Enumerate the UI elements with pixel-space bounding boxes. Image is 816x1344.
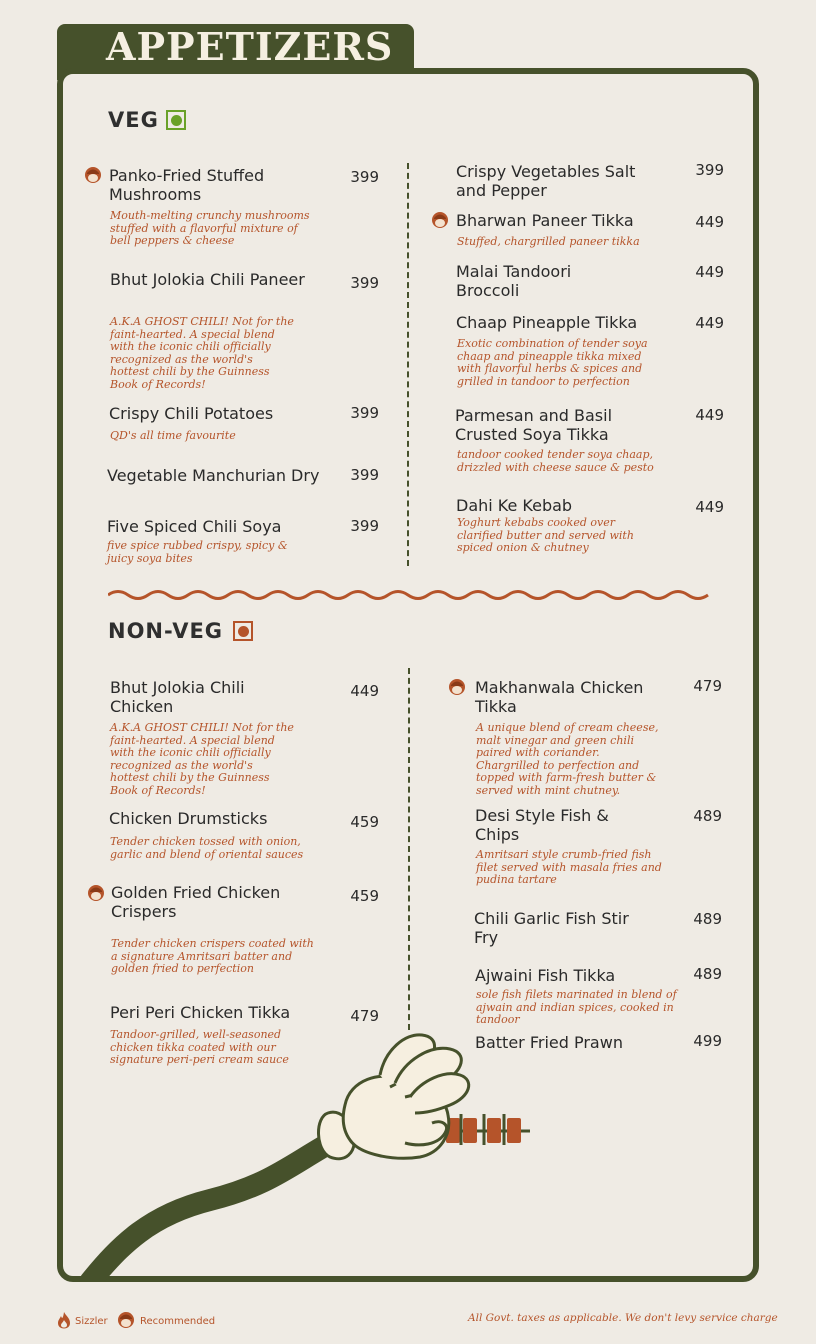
nonveg-section-title: NON-VEG [108, 619, 224, 643]
veg-item-price: 399 [350, 404, 379, 422]
footer-tax-note: All Govt. taxes as applicable. We don't levy service charge [468, 1312, 778, 1324]
sizzler-flame-icon [57, 1311, 71, 1329]
veg-item-desc: five spice rubbed crispy, spicy & juicy soya bites [107, 539, 288, 565]
nonveg-item-desc: Tender chicken crispers coated with a signature Amritsari batter and golden fried to perfection [111, 937, 314, 976]
nonveg-item-price: 489 [693, 965, 722, 983]
veg-item-name: Bhut Jolokia Chili Paneer [110, 270, 305, 289]
veg-item-desc: A.K.A GHOST CHILI! Not for the faint-hearted. A special blend with the iconic chili officially recognized as the world's hottest chili by the Guinness Book of Records! [110, 315, 294, 391]
hand-skewer-illustration [60, 1025, 540, 1282]
veg-item-price: 399 [350, 274, 379, 292]
nonveg-item-name: Makhanwala Chicken Tikka [475, 678, 644, 716]
nonveg-item-name: Ajwaini Fish Tikka [475, 966, 616, 985]
nonveg-item-desc: Tandoor-grilled, well-seasoned chicken tikka coated with our signature peri-peri cream sauce [110, 1028, 289, 1067]
wavy-divider [108, 584, 710, 606]
veg-item-desc: Stuffed, chargrilled paneer tikka [457, 235, 640, 248]
veg-item-desc: QD's all time favourite [110, 429, 236, 442]
legend-recommended-label: Recommended [140, 1316, 216, 1327]
veg-section-title: VEG [108, 108, 159, 132]
veg-item-name: Parmesan and Basil Crusted Soya Tikka [455, 406, 613, 444]
veg-item-price: 449 [695, 314, 724, 332]
veg-item-name: Chaap Pineapple Tikka [456, 313, 638, 332]
nonveg-item-desc: Amritsari style crumb-fried fish filet served with masala fries and pudina tartare [476, 848, 662, 887]
veg-item-name: Malai Tandoori Broccoli [456, 262, 572, 300]
veg-item-price: 399 [350, 466, 379, 484]
veg-item-desc: Yoghurt kebabs cooked over clarified butter and served with spiced onion & chutney [457, 516, 634, 555]
nonveg-item-name: Chili Garlic Fish Stir Fry [474, 909, 629, 947]
nonveg-item-name: Desi Style Fish & Chips [475, 806, 609, 844]
veg-item-desc: Exotic combination of tender soya chaap and pineapple tikka mixed with flavorful herbs & spices and grilled in tandoor to perfection [457, 337, 648, 388]
veg-item-name: Vegetable Manchurian Dry [107, 466, 320, 485]
veg-item-price: 449 [695, 498, 724, 516]
veg-item-name: Five Spiced Chili Soya [107, 517, 282, 536]
nonveg-item-name: Chicken Drumsticks [109, 809, 268, 828]
veg-item-name: Panko-Fried Stuffed Mushrooms [109, 166, 265, 204]
nonveg-item-name: Bhut Jolokia Chili Chicken [110, 678, 245, 716]
recommended-icon [84, 165, 102, 185]
page-title: APPETIZERS [106, 24, 394, 69]
nonveg-item-name: Batter Fried Prawn [475, 1033, 623, 1052]
nonveg-item-price: 459 [350, 887, 379, 905]
nonveg-item-desc: A unique blend of cream cheese, malt vinegar and green chili paired with coriander. Chargrilled to perfection and topped with farm-fresh butter & served with mint chutney. [476, 721, 659, 797]
nonveg-symbol-icon [233, 621, 253, 641]
column-divider [408, 668, 410, 1030]
legend-sizzler-label: Sizzler [75, 1316, 108, 1327]
nonveg-item-price: 449 [350, 682, 379, 700]
veg-item-price: 449 [695, 263, 724, 281]
veg-item-price: 399 [695, 161, 724, 179]
recommended-legend-icon [117, 1310, 135, 1330]
veg-item-price: 449 [695, 406, 724, 424]
veg-item-price: 399 [350, 517, 379, 535]
nonveg-item-desc: sole fish filets marinated in blend of ajwain and indian spices, cooked in tandoor [476, 988, 677, 1027]
column-divider [407, 163, 409, 566]
nonveg-item-price: 479 [350, 1007, 379, 1025]
veg-item-price: 449 [695, 213, 724, 231]
veg-item-desc: Mouth-melting crunchy mushrooms stuffed with a flavorful mixture of bell peppers & cheese [110, 209, 310, 248]
recommended-icon [448, 677, 466, 697]
recommended-icon [431, 210, 449, 230]
veg-item-name: Crispy Chili Potatoes [109, 404, 274, 423]
nonveg-item-price: 479 [693, 677, 722, 695]
nonveg-item-price: 489 [693, 807, 722, 825]
nonveg-item-name: Peri Peri Chicken Tikka [110, 1003, 291, 1022]
veg-item-name: Dahi Ke Kebab [456, 496, 573, 515]
nonveg-item-price: 459 [350, 813, 379, 831]
nonveg-item-desc: A.K.A GHOST CHILI! Not for the faint-hearted. A special blend with the iconic chili officially recognized as the world's hottest chili by the Guinness Book of Records! [110, 721, 294, 797]
nonveg-item-desc: Tender chicken tossed with onion, garlic and blend of oriental sauces [110, 835, 304, 861]
nonveg-item-price: 489 [693, 910, 722, 928]
veg-item-price: 399 [350, 168, 379, 186]
nonveg-item-price: 499 [693, 1032, 722, 1050]
nonveg-item-name: Golden Fried Chicken Crispers [111, 883, 281, 921]
veg-item-name: Crispy Vegetables Salt and Pepper [456, 162, 636, 200]
recommended-icon [87, 883, 105, 903]
veg-item-name: Bharwan Paneer Tikka [456, 211, 634, 230]
veg-item-desc: tandoor cooked tender soya chaap, drizzled with cheese sauce & pesto [457, 448, 654, 474]
veg-symbol-icon [166, 110, 186, 130]
